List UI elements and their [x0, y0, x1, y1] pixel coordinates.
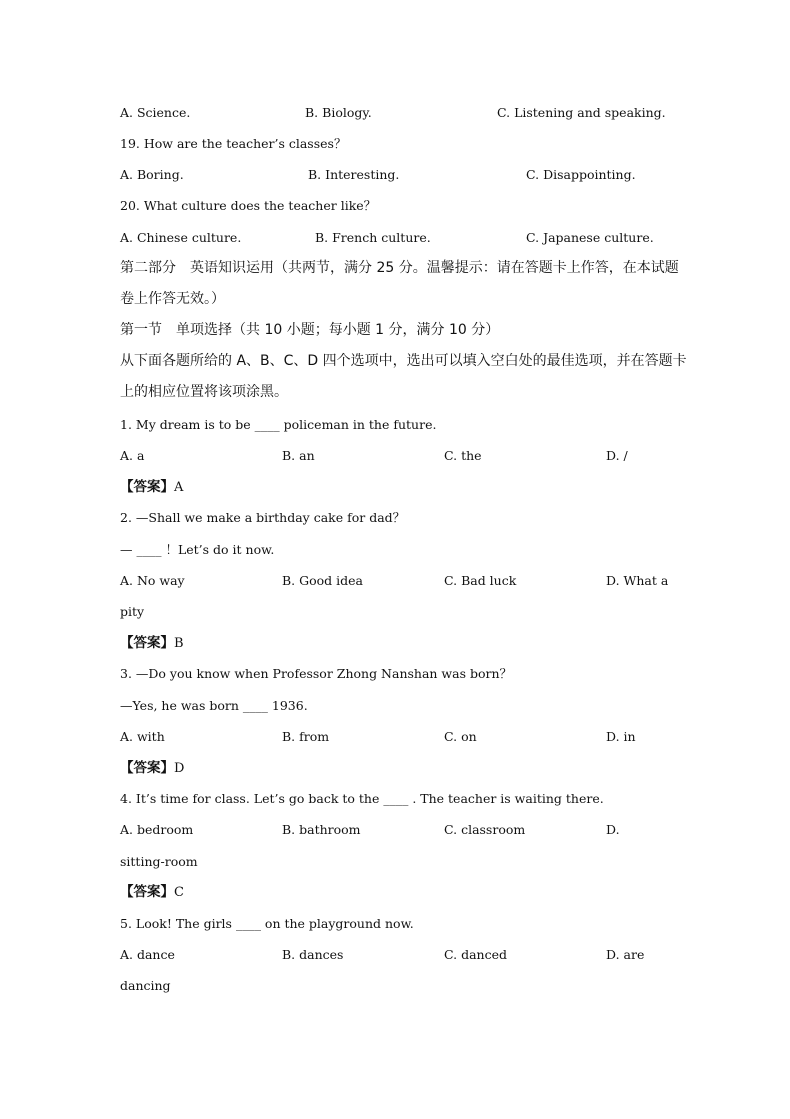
q19-option-a: A. Boring. — [120, 167, 184, 182]
q3-option-c: C. on — [444, 729, 477, 744]
q2-stem-reply: — ____ ！Let’s do it now. — [120, 542, 275, 557]
q18-option-c: C. Listening and speaking. — [497, 105, 666, 120]
answer-letter: C — [174, 885, 184, 900]
q3-option-d: D. in — [606, 729, 636, 744]
part2-heading-line1: 第二部分 英语知识运用（共两节，满分 25 分。温馨提示：请在答题卡上作答，在本试题 — [120, 260, 679, 276]
q2-answer — [120, 635, 184, 652]
q1-option-c: C. the — [444, 448, 482, 463]
section1-instruction-line1: 从下面各题所给的 A、B、C、D 四个选项中，选出可以填入空白处的最佳选项，并在答题卡 — [120, 353, 687, 369]
q4-option-b: B. bathroom — [282, 822, 361, 837]
q2-stem: 2. —Shall we make a birthday cake for dad？ — [120, 510, 406, 525]
q20-option-b: B. French culture. — [315, 230, 431, 245]
q1-option-d: D. / — [606, 448, 628, 463]
q2-option-c: C. Bad luck — [444, 573, 517, 588]
q4-stem: 4. It’s time for class. Let’s go back to the ____ . The teacher is waiting there. — [120, 791, 604, 806]
q4-option-d: D. — [606, 822, 620, 837]
section1-instruction-line2: 上的相应位置将该项涂黑。 — [120, 384, 288, 400]
q18-option-b: B. Biology. — [305, 105, 372, 120]
q19-stem: 19. How are the teacher’s classes？ — [120, 136, 347, 151]
q2-option-a: A. No way — [120, 573, 185, 588]
q20-option-c: C. Japanese culture. — [526, 230, 654, 245]
q5-option-a: A. dance — [120, 947, 175, 962]
answer-letter: B — [174, 636, 184, 651]
q3-option-b: B. from — [282, 729, 330, 744]
q5-option-d: D. are — [606, 947, 645, 962]
q3-stem: 3. —Do you know when Professor Zhong Nanshan was born？ — [120, 666, 513, 681]
q4-option-a: A. bedroom — [120, 822, 194, 837]
q1-option-b: B. an — [282, 448, 315, 463]
q1-stem: 1. My dream is to be ____ policeman in the future. — [120, 417, 437, 432]
q4-answer — [120, 884, 184, 901]
answer-letter: A — [174, 480, 184, 495]
q19-option-b: B. Interesting. — [308, 167, 400, 182]
q5-option-d-continued: dancing — [120, 978, 171, 993]
q1-answer — [120, 479, 183, 496]
q2-option-d: D. What a — [606, 573, 669, 588]
answer-tag: 【答案】 — [120, 760, 174, 776]
q3-stem-reply: —Yes, he was born ____ 1936. — [120, 698, 308, 713]
q4-option-c: C. classroom — [444, 822, 526, 837]
answer-tag: 【答案】 — [120, 635, 174, 651]
q5-stem: 5. Look! The girls ____ on the playground now. — [120, 916, 414, 931]
section1-title: 第一节 单项选择（共 10 小题；每小题 1 分，满分 10 分） — [120, 322, 500, 338]
q4-option-d-continued: sitting-room — [120, 854, 198, 869]
q20-stem: 20. What culture does the teacher like？ — [120, 198, 377, 213]
answer-tag: 【答案】 — [120, 479, 174, 495]
q2-option-b: B. Good idea — [282, 573, 363, 588]
part2-heading-line2: 卷上作答无效。） — [120, 291, 225, 307]
q1-option-a: A. a — [120, 448, 145, 463]
q19-option-c: C. Disappointing. — [526, 167, 636, 182]
q3-option-a: A. with — [120, 729, 165, 744]
q20-option-a: A. Chinese culture. — [120, 230, 242, 245]
q18-option-a: A. Science. — [120, 105, 191, 120]
answer-tag: 【答案】 — [120, 884, 174, 900]
q5-option-b: B. dances — [282, 947, 344, 962]
q3-answer — [120, 760, 184, 777]
answer-letter: D — [174, 761, 185, 776]
q2-option-d-continued: pity — [120, 604, 145, 619]
q5-option-c: C. danced — [444, 947, 507, 962]
